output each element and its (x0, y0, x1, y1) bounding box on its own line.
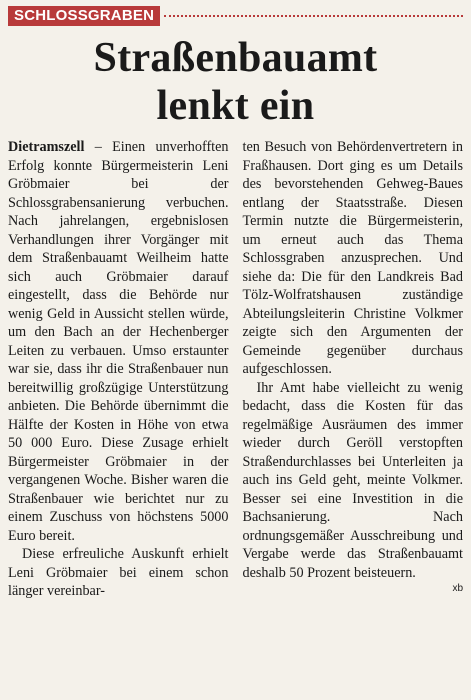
section-kicker: SCHLOSSGRABEN (8, 6, 160, 26)
author-signature: xb (452, 583, 463, 594)
headline-line-2: lenkt ein (156, 83, 315, 129)
paragraph-text: – Einen unverhofften Erfolg konnte Bürgermeisterin Leni Gröbmaier bei der Schlossgrabensanierung verbuchen. Nach jahrelangen, ergebnislosen Verhandlungen ihrer Vorgänger mit dem Straßenbauamt Weilheim hatte sich auch Gröbmaier darauf eingestellt, dass die Behörde nur wenig Geld in Aussicht stellen würde, um den Bach an der Hechenberger Leiten zu verbauen. Umso erstaunter war sie, dass ihr die Straßenbauer nun bereitwillig großzügige Unterstützung anbieten. Die Behörde übernimmt die Hälfte der Kosten in Höhe von etwa 50 000 Euro. Diese Zusage erhielt Bürgermeister Gröbmaier in der vergangenen Woche. Bisher waren die Straßenbauer wie berichtet nur zu einem Zuschuss von höchstens 5000 Euro bereit. (8, 139, 229, 544)
dotted-rule (164, 15, 463, 17)
article-column-1 (8, 138, 229, 601)
dateline-place: Dietramszell (8, 139, 85, 155)
paragraph: Ihr Amt habe vielleicht zu wenig bedacht, dass die Kosten für das regelmäßige Ausräumen des immer wieder durch Geröll verstopften Straßendurchlasses bei Unterleiten ja auch ins Geld geht, meinte Volkmer. Besser sei eine Investition in die Bachsanierung. Nach ordnungsgemäßer Ausschreibung und Vergabe werde das Straßenbauamt deshalb 50 Prozent beisteuern. (242, 379, 463, 581)
article-column-2 (243, 138, 464, 601)
section-header (8, 6, 463, 26)
paragraph (8, 138, 229, 545)
paragraph: ten Besuch von Behördenvertretern in Fraßhausen. Dort ging es um Details des bevorstehenden Gehweg-Baues entlang der Staatsstraße. Diesen Termin nutzte die Bürgermeisterin, um erneut auch das Thema Schlossgraben anzusprechen. Und siehe da: Die für den Landkreis Bad Tölz-Wolfratshausen zuständige Abteilungsleiterin Christine Volkmer zeigte sich den Argumenten der Gemeinde gegenüber durchaus aufgeschlossen. (242, 139, 463, 377)
article-body (8, 138, 463, 601)
headline-line-1: Straßenbauamt (93, 35, 378, 81)
headline (8, 34, 463, 130)
paragraph: Diese erfreuliche Auskunft erhielt Leni Gröbmaier bei einem schon länger vereinbar- (8, 546, 229, 599)
